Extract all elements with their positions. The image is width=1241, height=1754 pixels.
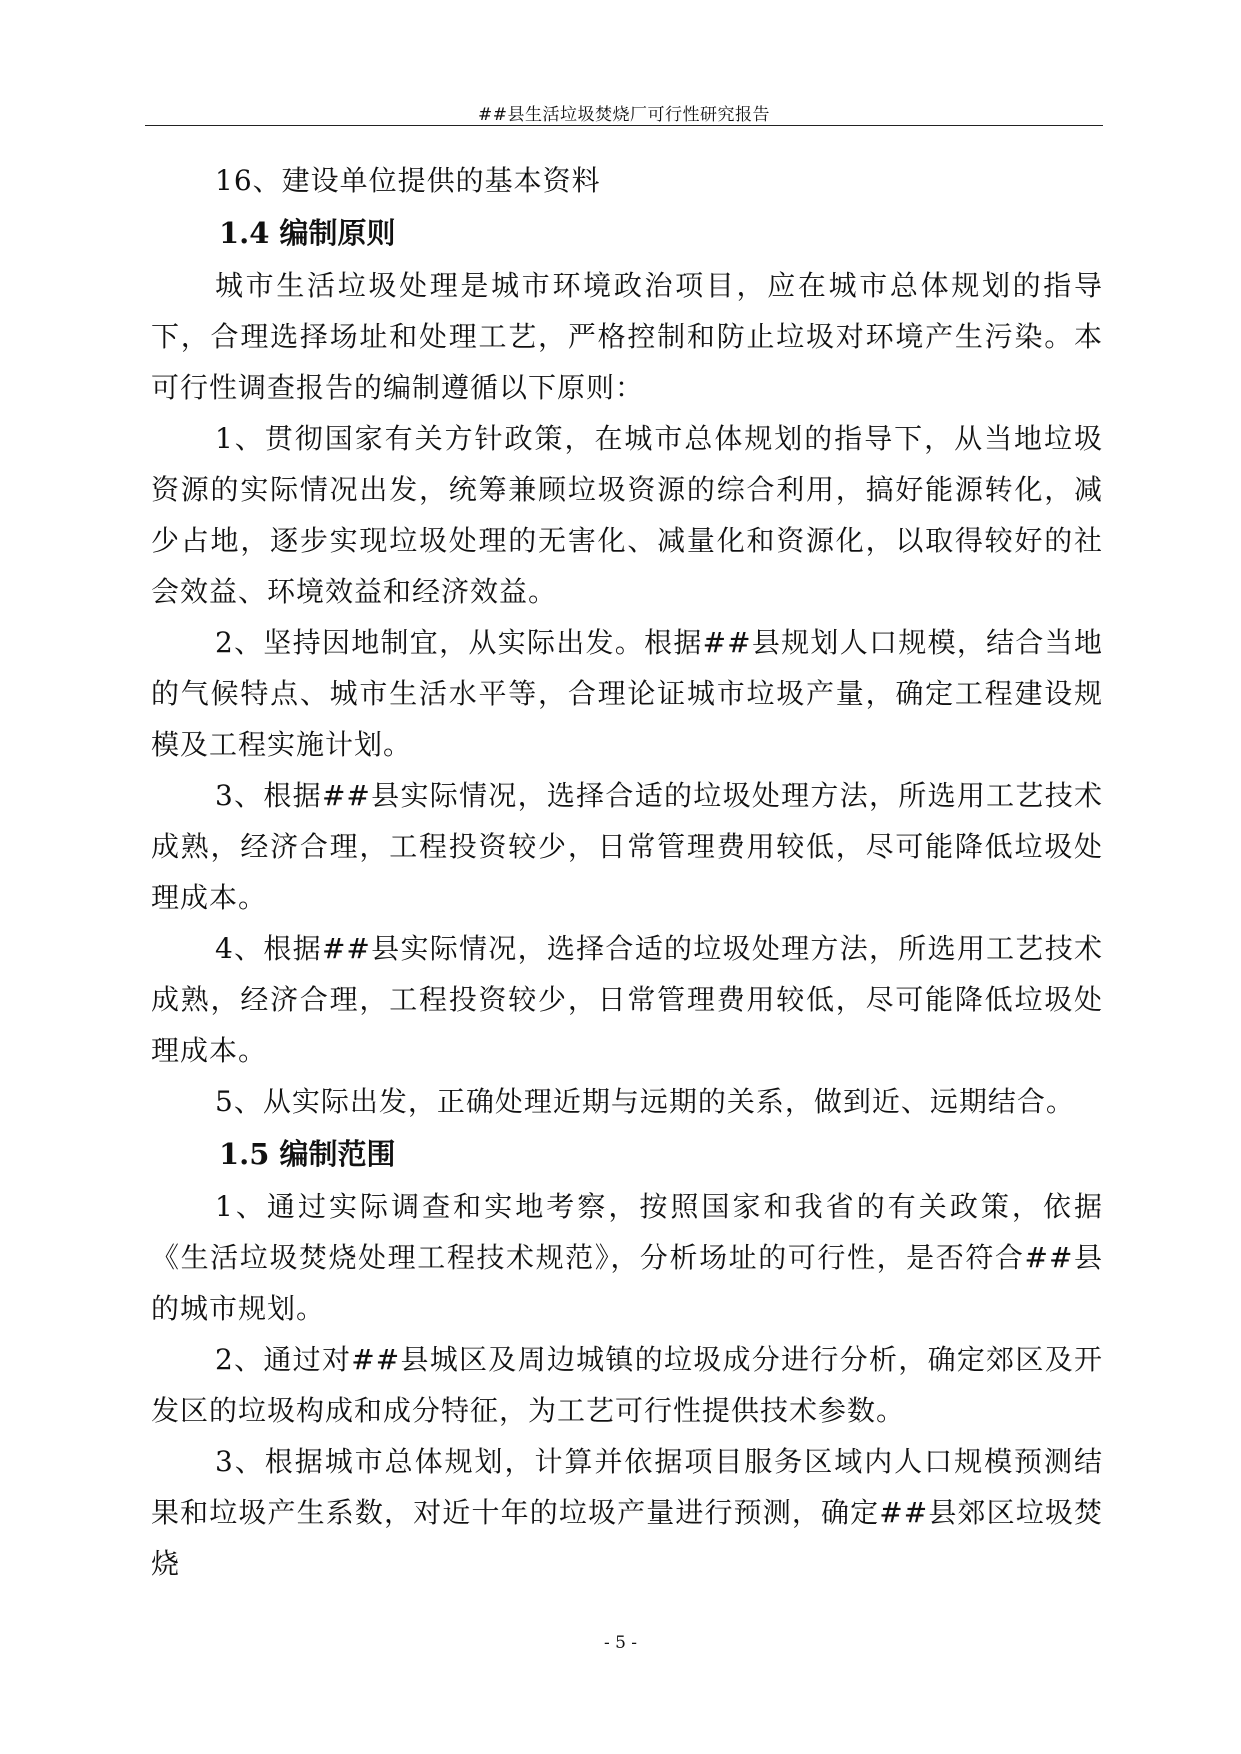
principle-item-4: 4、根据##县实际情况，选择合适的垃圾处理方法，所选用工艺技术成熟，经济合理，工程投资较少，日常管理费用较低，尽可能降低垃圾处理成本。 bbox=[151, 932, 1103, 1067]
scope-item-3: 3、根据城市总体规划，计算并依据项目服务区域内人口规模预测结果和垃圾产生系数，对近十年的垃圾产量进行预测，确定##县郊区垃圾焚烧 bbox=[151, 1445, 1103, 1580]
list-item-16: 16、建设单位提供的基本资料 bbox=[215, 164, 601, 197]
principle-item-2: 2、坚持因地制宜，从实际出发。根据##县规划人口规模，结合当地的气候特点、城市生活水平等，合理论证城市垃圾产量，确定工程建设规模及工程实施计划。 bbox=[151, 626, 1103, 761]
scope-item-2: 2、通过对##县城区及周边城镇的垃圾成分进行分析，确定郊区及开发区的垃圾构成和成分特征，为工艺可行性提供技术参数。 bbox=[151, 1343, 1103, 1427]
section-heading-1-5: 1.5 编制范围 bbox=[219, 1137, 396, 1171]
section-heading-1-4: 1.4 编制原则 bbox=[219, 216, 396, 250]
principle-item-1: 1、贯彻国家有关方针政策，在城市总体规划的指导下，从当地垃圾资源的实际情况出发，统筹兼顾垃圾资源的综合利用，搞好能源转化，减少占地，逐步实现垃圾处理的无害化、减量化和资源化，以取得较好的社会效益、环境效益和经济效益。 bbox=[151, 422, 1103, 608]
document-body bbox=[151, 155, 1103, 1589]
principle-item-3: 3、根据##县实际情况，选择合适的垃圾处理方法，所选用工艺技术成熟，经济合理，工程投资较少，日常管理费用较低，尽可能降低垃圾处理成本。 bbox=[151, 779, 1103, 914]
running-header: ##县生活垃圾焚烧厂可行性研究报告 bbox=[478, 105, 770, 125]
principle-item-5: 5、从实际出发，正确处理近期与远期的关系，做到近、远期结合。 bbox=[215, 1085, 1075, 1118]
page-number: - 5 - bbox=[603, 1633, 638, 1653]
header-divider bbox=[145, 125, 1103, 126]
scope-item-1: 1、通过实际调查和实地考察，按照国家和我省的有关政策，依据《生活垃圾焚烧处理工程技术规范》，分析场址的可行性，是否符合##县的城市规划。 bbox=[151, 1190, 1103, 1325]
paragraph: 城市生活垃圾处理是城市环境政治项目，应在城市总体规划的指导下，合理选择场址和处理工艺，严格控制和防止垃圾对环境产生污染。本可行性调查报告的编制遵循以下原则： bbox=[151, 269, 1103, 404]
